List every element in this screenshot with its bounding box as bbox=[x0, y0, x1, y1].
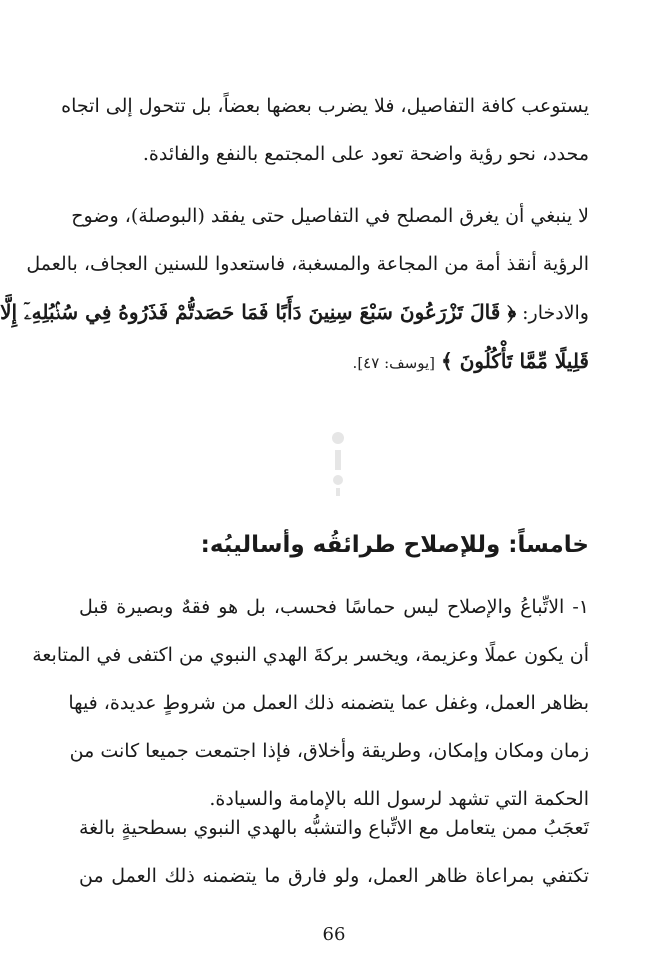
paragraph-surface-imitation bbox=[79, 804, 589, 900]
text-line: أن يكون عملًا وعزيمة، ويخسر بركةَ الهدي النبوي من اكتفى في المتابعة bbox=[32, 644, 589, 666]
text-line: زمان ومكان وإمكان، وطريقة وأخلاق، فإذا اجتمعت جميعا كانت من bbox=[69, 740, 589, 762]
text-line-quran-end bbox=[79, 337, 589, 387]
text-line: الرؤية أنقذ أمة من المجاعة والمسغبة، فاستعدوا للسنين العجاف، بالعمل bbox=[26, 253, 589, 275]
quran-reference: [يوسف: ٤٧]. bbox=[352, 354, 435, 372]
text-line: بظاهر العمل، وغفل عما يتضمنه ذلك العمل من شروطٍ عديدة، فيها bbox=[68, 692, 589, 714]
paragraph-point-one bbox=[32, 583, 589, 823]
text-line: تَعجَبُ ممن يتعامل مع الاتِّباع والتشبُّه بالهدي النبوي بسطحيةٍ بالغة bbox=[79, 817, 589, 839]
paragraph-vision bbox=[0, 192, 589, 387]
text-line: الحكمة التي تشهد لرسول الله بالإمامة والسيادة. bbox=[209, 788, 589, 810]
section-heading: خامساً: وللإصلاح طرائقُه وأساليبُه: bbox=[200, 532, 589, 558]
text-line-quran-start bbox=[0, 288, 589, 337]
page-number: 66 bbox=[322, 924, 346, 945]
text-line: محدد، نحو رؤية واضحة تعود على المجتمع بالنفع والفائدة. bbox=[142, 143, 589, 165]
text-line: لا ينبغي أن يغرق المصلح في التفاصيل حتى يفقد (البوصلة)، وضوح bbox=[71, 205, 589, 227]
quran-verse-part1: ﴿ قَالَ تَزْرَعُونَ سَبْعَ سِنِينَ دَأَبًا فَمَا حَصَدتُّمْ فَذَرُوهُ فِي سُنۢبُلِهِۦٓ إِلَّا bbox=[0, 300, 517, 324]
text-line: تكتفي بمراعاة ظاهر العمل، ولو فارق ما يتضمنه ذلك العمل من bbox=[79, 865, 589, 887]
quran-verse-part2: قَلِيلًا مِّمَّا تَأْكُلُونَ ﴾ bbox=[441, 349, 589, 373]
text-intro: والادخار: bbox=[522, 302, 589, 324]
text-line: يستوعب كافة التفاصيل، فلا يضرب بعضها بعضاً، بل تتحول إلى اتجاه bbox=[61, 95, 589, 117]
faint-ornament-icon bbox=[325, 428, 351, 498]
text-line: ١- الاتِّباعُ والإصلاح ليس حماسًا فحسب، بل هو فقهٌ وبصيرة قبل bbox=[79, 596, 589, 618]
paragraph-intro-continuation bbox=[61, 82, 589, 178]
